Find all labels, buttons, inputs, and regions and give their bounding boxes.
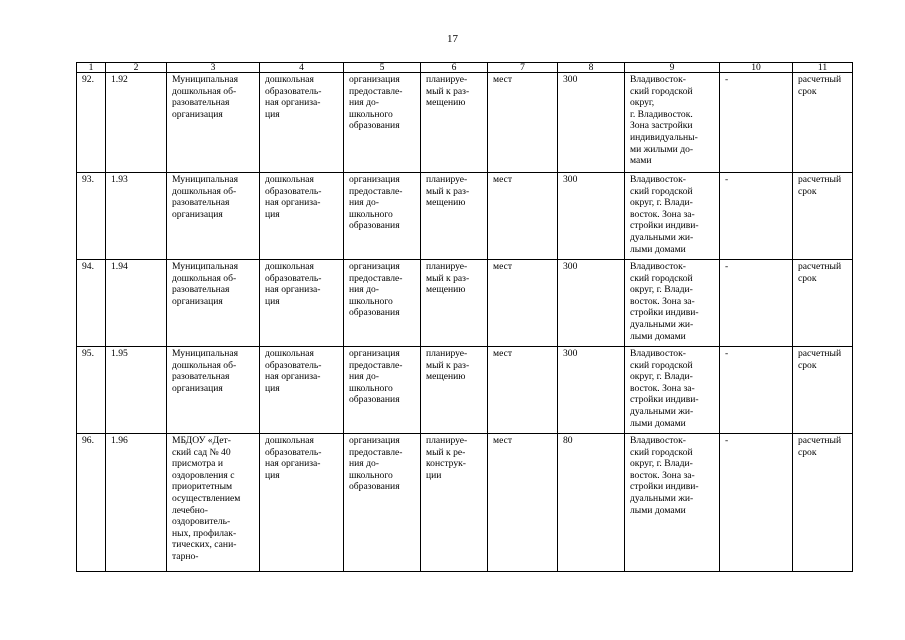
column-header: 8 xyxy=(558,63,625,73)
unit-cell: мест xyxy=(488,347,558,434)
capacity-cell: 300 xyxy=(558,347,625,434)
purpose-cell: организация предоставле- ния до- школьного образования xyxy=(344,347,421,434)
document-table xyxy=(76,62,853,572)
status-cell: планируе- мый к раз- мещению xyxy=(421,173,488,260)
location-cell: Владивосток- ский городской округ, г. Влади- восток. Зона за- стройки индиви- дуальными жи- лыми домами xyxy=(625,347,720,434)
capacity-cell: 300 xyxy=(558,73,625,173)
location-cell: Владивосток- ский городской округ, г. Влади- восток. Зона за- стройки индиви- дуальными жи- лыми домами xyxy=(625,173,720,260)
column-header: 10 xyxy=(720,63,793,73)
column-header: 1 xyxy=(77,63,106,73)
unit-cell: мест xyxy=(488,434,558,572)
table-row xyxy=(77,434,853,572)
zone-cell: - xyxy=(720,173,793,260)
object-type-cell: дошкольная образователь- ная организа- ция xyxy=(260,260,344,347)
code-cell: 1.96 xyxy=(106,434,167,572)
object-name-cell: Муниципальная дошкольная об- разовательная организация xyxy=(167,260,260,347)
column-header: 7 xyxy=(488,63,558,73)
term-cell: расчетный срок xyxy=(793,173,853,260)
zone-cell: - xyxy=(720,434,793,572)
code-cell: 1.92 xyxy=(106,73,167,173)
status-cell: планируе- мый к раз- мещению xyxy=(421,73,488,173)
term-cell: расчетный срок xyxy=(793,73,853,173)
code-cell: 1.95 xyxy=(106,347,167,434)
row-number-cell: 93. xyxy=(77,173,106,260)
column-header: 2 xyxy=(106,63,167,73)
column-header: 11 xyxy=(793,63,853,73)
object-name-cell: Муниципальная дошкольная об- разовательная организация xyxy=(167,73,260,173)
table-row xyxy=(77,73,853,173)
object-name-cell: Муниципальная дошкольная об- разовательная организация xyxy=(167,173,260,260)
row-number-cell: 94. xyxy=(77,260,106,347)
term-cell: расчетный срок xyxy=(793,434,853,572)
capacity-cell: 300 xyxy=(558,173,625,260)
row-number-cell: 92. xyxy=(77,73,106,173)
object-type-cell: дошкольная образователь- ная организа- ция xyxy=(260,73,344,173)
term-cell: расчетный срок xyxy=(793,260,853,347)
unit-cell: мест xyxy=(488,260,558,347)
code-cell: 1.93 xyxy=(106,173,167,260)
object-name-cell: Муниципальная дошкольная об- разовательная организация xyxy=(167,347,260,434)
object-name-cell: МБДОУ «Дет- ский сад № 40 присмотра и оздоровления с приоритетным осуществлением лечебно- оздоровитель- ных, профилак- тических, сани- тарно- xyxy=(167,434,260,572)
purpose-cell: организация предоставле- ния до- школьного образования xyxy=(344,260,421,347)
code-cell: 1.94 xyxy=(106,260,167,347)
purpose-cell: организация предоставле- ния до- школьного образования xyxy=(344,434,421,572)
object-type-cell: дошкольная образователь- ная организа- ция xyxy=(260,173,344,260)
location-cell: Владивосток- ский городской округ, г. Владивосток. Зона застройки индивидуальны- ми жилыми до- мами xyxy=(625,73,720,173)
table-row xyxy=(77,347,853,434)
purpose-cell: организация предоставле- ния до- школьного образования xyxy=(344,73,421,173)
zone-cell: - xyxy=(720,73,793,173)
row-number-cell: 95. xyxy=(77,347,106,434)
location-cell: Владивосток- ский городской округ, г. Влади- восток. Зона за- стройки индиви- дуальными жи- лыми домами xyxy=(625,260,720,347)
unit-cell: мест xyxy=(488,173,558,260)
location-cell: Владивосток- ский городской округ, г. Влади- восток. Зона за- стройки индиви- дуальными жи- лыми домами xyxy=(625,434,720,572)
column-header: 9 xyxy=(625,63,720,73)
column-header: 3 xyxy=(167,63,260,73)
column-header: 5 xyxy=(344,63,421,73)
purpose-cell: организация предоставле- ния до- школьного образования xyxy=(344,173,421,260)
capacity-cell: 300 xyxy=(558,260,625,347)
zone-cell: - xyxy=(720,260,793,347)
table-header-row xyxy=(77,63,853,73)
term-cell: расчетный срок xyxy=(793,347,853,434)
column-header: 6 xyxy=(421,63,488,73)
object-type-cell: дошкольная образователь- ная организа- ция xyxy=(260,347,344,434)
status-cell: планируе- мый к ре- конструк- ции xyxy=(421,434,488,572)
zone-cell: - xyxy=(720,347,793,434)
column-header: 4 xyxy=(260,63,344,73)
object-type-cell: дошкольная образователь- ная организа- ция xyxy=(260,434,344,572)
status-cell: планируе- мый к раз- мещению xyxy=(421,347,488,434)
row-number-cell: 96. xyxy=(77,434,106,572)
capacity-cell: 80 xyxy=(558,434,625,572)
table-row xyxy=(77,260,853,347)
table-row xyxy=(77,173,853,260)
status-cell: планируе- мый к раз- мещению xyxy=(421,260,488,347)
unit-cell: мест xyxy=(488,73,558,173)
page-number: 17 xyxy=(447,33,458,45)
